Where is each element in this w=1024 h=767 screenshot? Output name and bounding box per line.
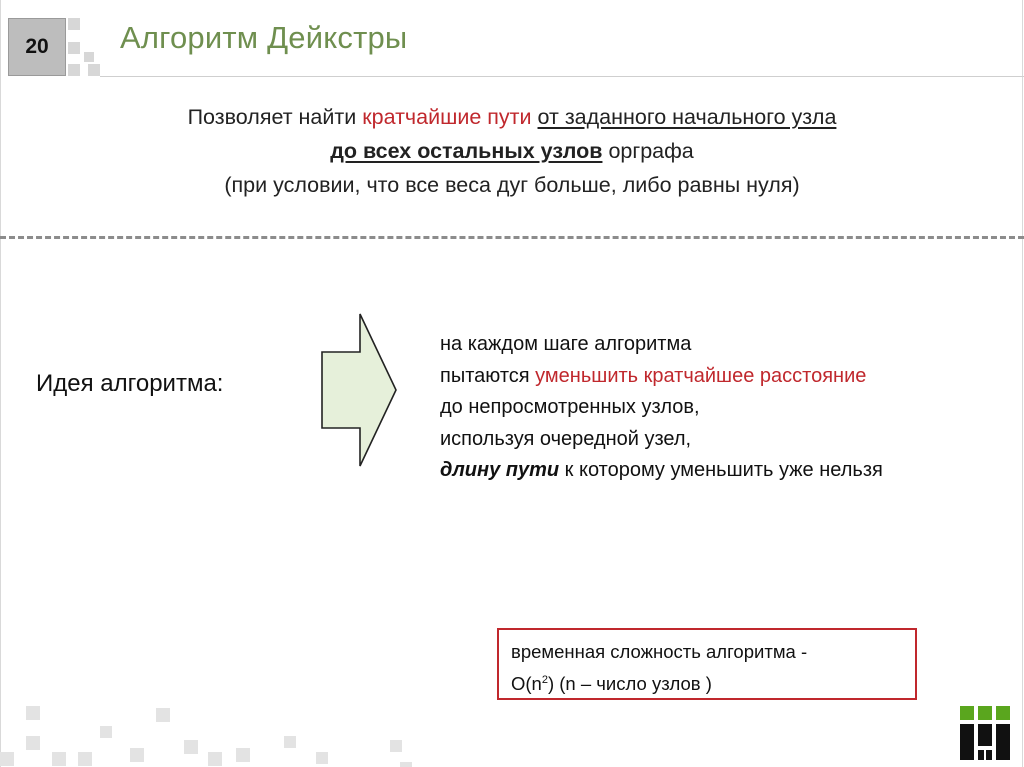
idea-emphasis: длину пути bbox=[440, 459, 560, 481]
arrow-right-shape bbox=[318, 310, 400, 470]
complexity-box bbox=[497, 628, 917, 700]
idea-line-2 bbox=[440, 361, 883, 393]
idea-line-3: до непросмотренных узлов, bbox=[440, 396, 700, 418]
intro-line-2 bbox=[0, 134, 1024, 168]
intro-underlined: от заданного начального узла bbox=[537, 105, 837, 129]
slide-number: 20 bbox=[8, 18, 66, 76]
idea-line-5 bbox=[440, 455, 883, 487]
complexity-exponent: 2 bbox=[541, 674, 548, 686]
intro-text: Позволяет найти bbox=[187, 105, 363, 129]
complexity-line-1: временная сложность алгоритма - bbox=[511, 641, 808, 662]
logo-icon bbox=[958, 704, 1014, 762]
idea-highlight: уменьшить кратчайшее расстояние bbox=[535, 364, 867, 387]
intro-line-1 bbox=[0, 100, 1024, 134]
complexity-o-suffix: ) (n – число узлов ) bbox=[547, 673, 712, 695]
complexity-line-2 bbox=[511, 666, 903, 698]
idea-label: Идея алгоритма: bbox=[36, 370, 224, 397]
idea-line-1: на каждом шаге алгоритма bbox=[440, 333, 692, 355]
idea-line-4: используя очередной узел, bbox=[440, 427, 692, 450]
intro-paragraph bbox=[0, 100, 1024, 202]
page-title: Алгоритм Дейкстры bbox=[120, 20, 408, 55]
intro-highlight: кратчайшие пути bbox=[362, 105, 532, 129]
title-divider bbox=[100, 76, 1024, 77]
complexity-o-prefix: O(n bbox=[511, 673, 542, 695]
intro-rest: орграфа bbox=[602, 139, 694, 163]
intro-line-3: (при условии, что все веса дуг больше, либо равны нуля) bbox=[224, 173, 800, 197]
section-divider bbox=[0, 236, 1024, 239]
idea-description bbox=[440, 329, 883, 487]
intro-bold: до всех остальных узлов bbox=[330, 139, 603, 163]
idea-rest: к которому уменьшить уже нельзя bbox=[559, 459, 883, 481]
idea-text: пытаются bbox=[440, 364, 536, 387]
